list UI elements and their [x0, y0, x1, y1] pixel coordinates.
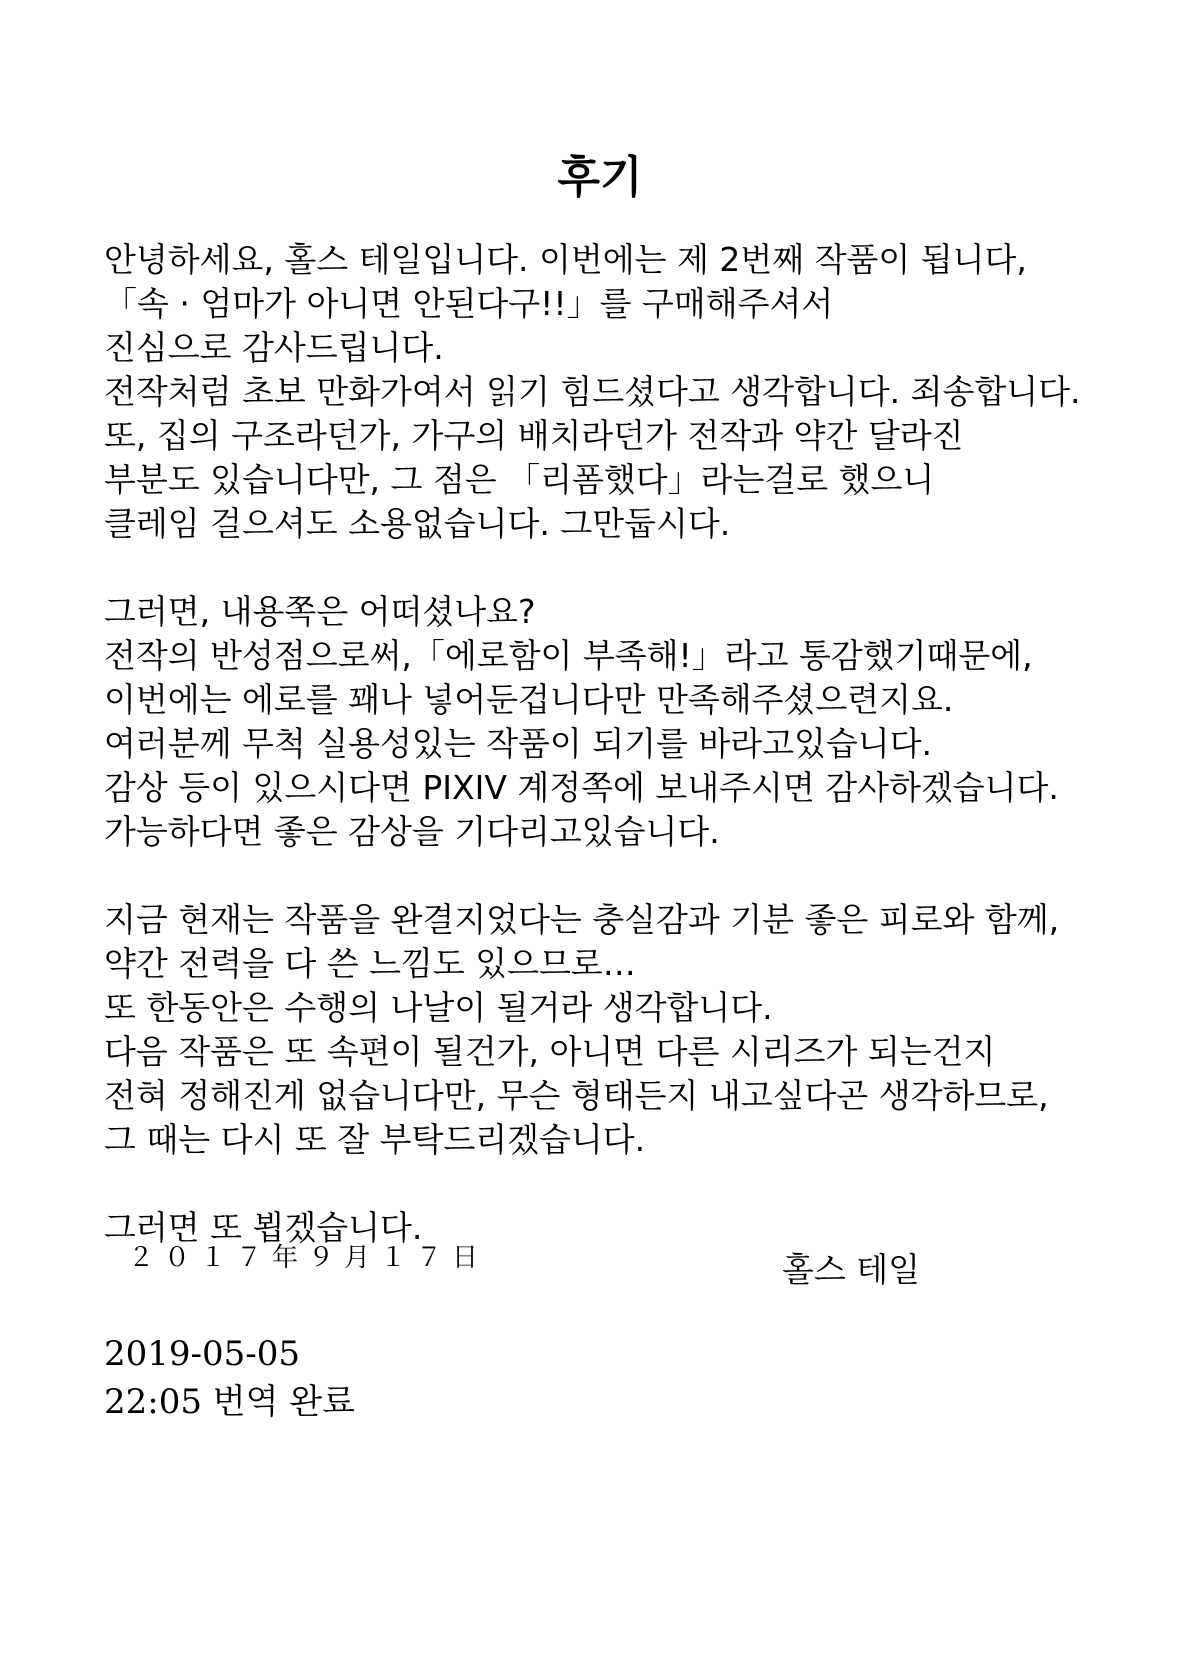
text-line: 부분도 있습니다만, 그 점은 「리폼했다」라는걸로 했으니	[104, 460, 935, 499]
text-line: 또, 집의 구조라던가, 가구의 배치라던가 전작과 약간 달라진	[104, 416, 964, 455]
text-line: 클레임 걸으셔도 소용없습니다. 그만둡시다.	[104, 504, 731, 543]
text-line: 그러면 또 뵙겠습니다.	[104, 1208, 423, 1247]
text-line: 전작의 반성점으로써,「에로함이 부족해!」라고 통감했기때문에,	[104, 636, 1033, 675]
text-line: 진심으로 감사드립니다.	[104, 328, 444, 367]
text-line: 안녕하세요, 홀스 테일입니다. 이번에는 제 2번째 작품이 됩니다,	[104, 240, 1027, 279]
text-line: 「속 · 엄마가 아니면 안된다구!!」를 구매해주셔서	[104, 284, 834, 323]
paragraph-2	[104, 590, 1164, 854]
afterword-body	[104, 238, 1164, 1294]
date-text: ２０１７年９月１７日	[128, 1243, 489, 1273]
text-line: 또 한동안은 수행의 나날이 될거라 생각합니다.	[104, 988, 773, 1027]
paragraph-1	[104, 238, 1164, 546]
text-line: 이번에는 에로를 꽤나 넣어둔겁니다만 만족해주셨으련지요.	[104, 680, 954, 719]
translator-date: 2019-05-05	[104, 1334, 301, 1374]
text-line: 약간 전력을 다 쓴 느낌도 있으므로…	[104, 944, 636, 983]
text-line: 전작처럼 초보 만화가여서 읽기 힘드셨다고 생각합니다. 죄송합니다.	[104, 372, 1081, 411]
page-title: 후기	[557, 152, 643, 203]
author-signature: 홀스 테일	[782, 1250, 921, 1289]
paragraph-3	[104, 898, 1164, 1162]
text-line: 그 때는 다시 또 잘 부탁드리겠습니다.	[104, 1120, 646, 1159]
text-line: 감상 등이 있으시다면 PIXIV 계정쪽에 보내주시면 감사하겠습니다.	[104, 768, 1059, 807]
text-line: 여러분께 무척 실용성있는 작품이 되기를 바라고있습니다.	[104, 724, 933, 763]
text-line: 그러면, 내용쪽은 어떠셨나요?	[104, 592, 536, 631]
text-line: 전혀 정해진게 없습니다만, 무슨 형태든지 내고싶다곤 생각하므로,	[104, 1076, 1049, 1115]
translator-note	[104, 1330, 355, 1426]
text-line: 가능하다면 좋은 감상을 기다리고있습니다.	[104, 812, 720, 851]
text-line: 다음 작품은 또 속편이 될건가, 아니면 다른 시리즈가 되는건지	[104, 1032, 996, 1071]
text-line: 지금 현재는 작품을 완결지었다는 충실감과 기분 좋은 피로와 함께,	[104, 900, 1060, 939]
translator-completion: 22:05 번역 완료	[104, 1382, 355, 1422]
